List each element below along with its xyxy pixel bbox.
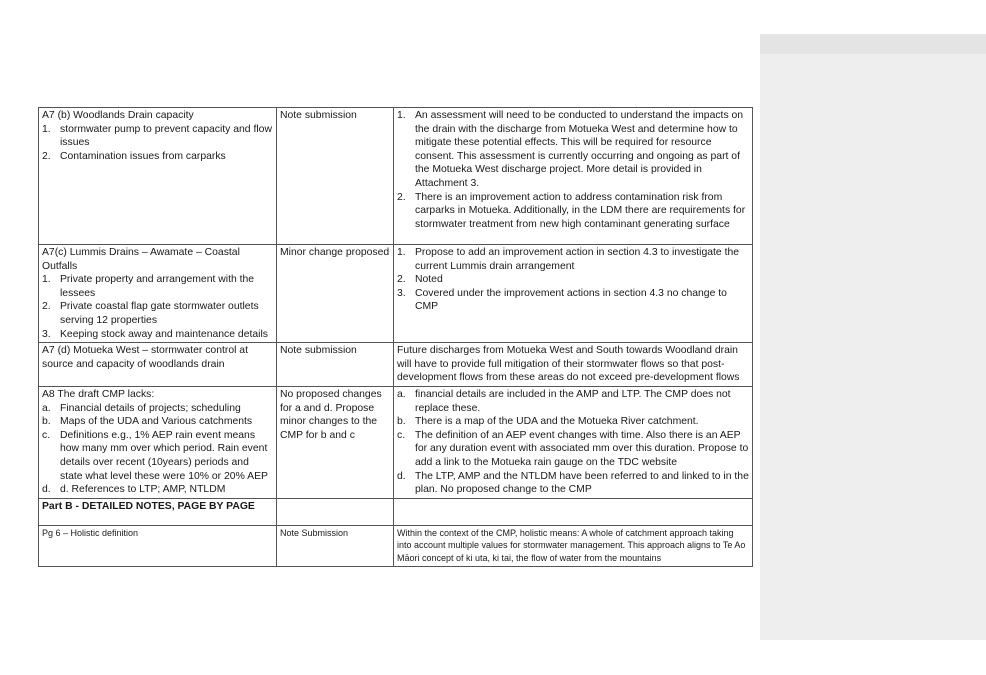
list-item: a. financial details are included in the AMP and LTP. The CMP does not replace these. — [397, 388, 731, 414]
list-item: 1. Propose to add an improvement action in section 4.3 to investigate the current Lummis drain arrangement — [397, 247, 740, 272]
topic-list — [42, 123, 273, 164]
list-item: 1. An assessment will need to be conducted to understand the impacts on the drain with the discharge from Motueka West and determine how to mitigate these potential effects. This will be required for resource consent. This assessment is currently occurring and ongoing as part of the Motueka West discharge project. More detail is provided in Attachment 3. — [397, 110, 744, 189]
response-cell — [394, 108, 753, 245]
topic-title: A7 (b) Woodlands Drain capacity — [42, 110, 194, 121]
table-row — [39, 108, 753, 245]
table-row — [39, 498, 753, 525]
response-list — [397, 246, 749, 314]
list-item: d. The LTP, AMP and the NTLDM have been referred to and linked to in the plan. No proposed change to the CMP — [397, 470, 749, 496]
topic-cell: Pg 6 – Holistic definition — [39, 525, 277, 566]
list-item: a. Financial details of projects; scheduling — [42, 402, 241, 414]
response-cell: Within the context of the CMP, holistic means: A whole of catchment approach taking into account multiple values for stormwater management. This approach aligns to Te Ao Māori concept of ki uta, ki tai, the flow of water from the mountains — [394, 525, 753, 566]
topic-list — [42, 402, 273, 497]
response-cell — [394, 386, 753, 498]
status-cell: Note submission — [277, 108, 394, 245]
status-cell: Note submission — [277, 343, 394, 387]
list-item: 1. Private property and arrangement with the lessees — [42, 274, 255, 299]
table-row — [39, 343, 753, 387]
list-item: 2. There is an improvement action to address contamination risk from carparks in Motueka. Additionally, in the LDM there are requirements for stormwater treatment from new high contaminant generating surface — [397, 191, 746, 230]
status-cell: Minor change proposed — [277, 245, 394, 343]
list-item: c. Definitions e.g., 1% AEP rain event means how many mm over which period. Rain event details over recent (10years) periods and state what level these were 10% or 20% AEP — [42, 429, 268, 482]
list-item: 3. Keeping stock away and maintenance details — [42, 328, 268, 340]
list-item: 2. Noted — [397, 274, 443, 286]
list-item: b. Maps of the UDA and Various catchments — [42, 416, 253, 428]
status-cell: No proposed changes for a and d. Propose minor changes to the CMP for b and c — [277, 386, 394, 498]
topic-cell — [39, 108, 277, 245]
list-item: 1. stormwater pump to prevent capacity and flow issues — [42, 123, 272, 149]
table-row — [39, 525, 753, 566]
topic-title: A7(c) Lummis Drains – Awamate – Coastal Outfalls — [42, 247, 240, 272]
topic-cell: A7 (d) Motueka West – stormwater control at source and capacity of woodlands drain — [39, 343, 277, 387]
topic-list — [42, 273, 273, 341]
list-item: c. The definition of an AEP event changes with time. Also there is an AEP for any duration event with associated mm over this duration. Propose to add a link to the Motueka rain gauge on the TDC website — [397, 429, 749, 468]
list-item: 3. Covered under the improvement actions in section 4.3 no change to CMP — [397, 287, 727, 313]
response-cell: Future discharges from Motueka West and South towards Woodland drain will have to provide full mitigation of their stormwater flows so that post-development flows from these areas do not exceed pre-development flows — [394, 343, 753, 387]
response-list — [397, 109, 749, 231]
topic-cell — [39, 245, 277, 343]
response-list — [397, 388, 749, 497]
section-header: Part B - DETAILED NOTES, PAGE BY PAGE — [39, 498, 277, 525]
response-cell — [394, 245, 753, 343]
comments-pane — [760, 34, 986, 640]
topic-cell — [39, 386, 277, 498]
empty-cell — [277, 498, 394, 525]
status-cell: Note Submission — [277, 525, 394, 566]
list-item: d. d. References to LTP; AMP, NTLDM — [42, 484, 226, 496]
table-row — [39, 245, 753, 343]
list-item: 2. Contamination issues from carparks — [42, 150, 226, 162]
list-item: b. There is a map of the UDA and the Motueka River catchment. — [397, 416, 699, 428]
topic-title: A8 The draft CMP lacks: — [42, 388, 155, 400]
submissions-table — [38, 107, 753, 567]
table-row — [39, 386, 753, 498]
list-item: 2. Private coastal flap gate stormwater outlets serving 12 properties — [42, 301, 259, 326]
comments-pane-header — [760, 34, 986, 54]
empty-cell — [394, 498, 753, 525]
